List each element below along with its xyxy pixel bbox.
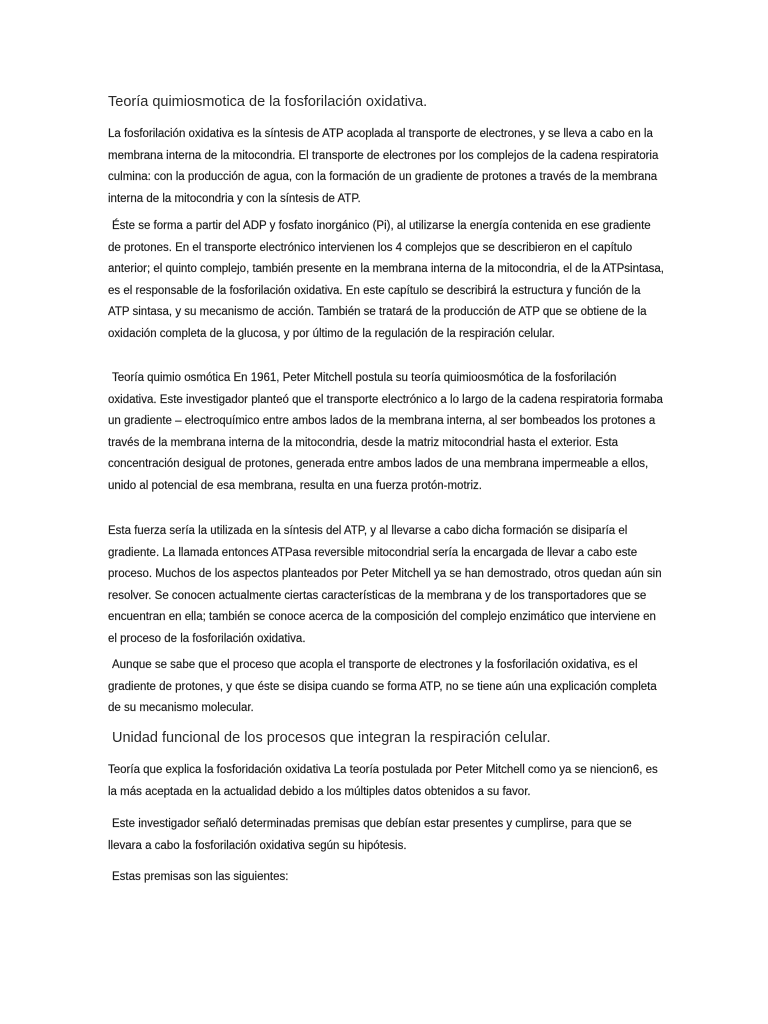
paragraph-7: Este investigador señaló determinadas premisas que debían estar presentes y cumplirse, para que se llevara a cabo la fosforilación oxidativa según su hipótesis. (108, 818, 632, 852)
paragraph-8: Estas premisas son las siguientes: (112, 871, 289, 883)
paragraph-6: Teoría que explica la fosforidación oxidativa La teoría postulada por Peter Mitchell como ya se niencion6, es la más aceptada en la actualidad debido a los múltiples datos obtenidos a su favor. (108, 764, 658, 798)
paragraph-3: Teoría quimio osmótica En 1961, Peter Mitchell postula su teoría quimioosmótica de la fosforilación oxidativa. Este investigador planteó que el transporte electrónico a lo largo de la cadena respiratoria formaba un gradiente – electroquímico entre ambos lados de la membrana interna, al ser bombeados los protones a través de la membrana interna de la mitocondria, desde la matriz mitocondrial hasta el exterior. Esta concentración desigual de protones, generada entre ambos lados de una membrana impermeable a ellos, unido al potencial de esa membrana, resulta en una fuerza protón-motriz. (108, 372, 663, 492)
heading-quimiosmotic-theory: Teoría quimiosmotica de la fosforilación oxidativa. (108, 94, 428, 110)
heading-functional-unit: Unidad funcional de los procesos que integran la respiración celular. (112, 730, 551, 746)
paragraph-5: Aunque se sabe que el proceso que acopla el transporte de electrones y la fosforilación oxidativa, es el gradiente de protones, y que éste se disipa cuando se forma ATP, no se tiene aún una explicación completa de su mecanismo molecular. (108, 659, 657, 715)
paragraph-4: Esta fuerza sería la utilizada en la síntesis del ATP, y al llevarse a cabo dicha formación se disiparía el gradiente. La llamada entonces ATPasa reversible mitocondrial sería la encargada de llevar a cabo este proceso. Muchos de los aspectos planteados por Peter Mitchell ya se han demostrado, otros quedan aún sin resolver. Se conocen actualmente ciertas características de la membrana y de los transportadores que se encuentran en ella; también se conoce acerca de la composición del complejo enzimático que interviene en el proceso de la fosforilación oxidativa. (108, 525, 662, 645)
paragraph-1: La fosforilación oxidativa es la síntesis de ATP acoplada al transporte de electrones, y se lleva a cabo en la membrana interna de la mitocondria. El transporte de electrones por los complejos de la cadena respiratoria culmina: con la producción de agua, con la formación de un gradiente de protones a través de la membrana interna de la mitocondria y con la síntesis de ATP. (108, 128, 659, 205)
paragraph-2: Éste se forma a partir del ADP y fosfato inorgánico (Pi), al utilizarse la energía contenida en ese gradiente de protones. En el transporte electrónico intervienen los 4 complejos que se describieron en el capítulo anterior; el quinto complejo, también presente en la membrana interna de la mitocondria, el de la ATPsintasa, es el responsable de la fosforilación oxidativa. En este capítulo se describirá la estructura y función de la ATP sintasa, y su mecanismo de acción. También se tratará de la producción de ATP que se obtiene de la oxidación completa de la glucosa, y por último de la regulación de la respiración celular. (108, 220, 664, 340)
